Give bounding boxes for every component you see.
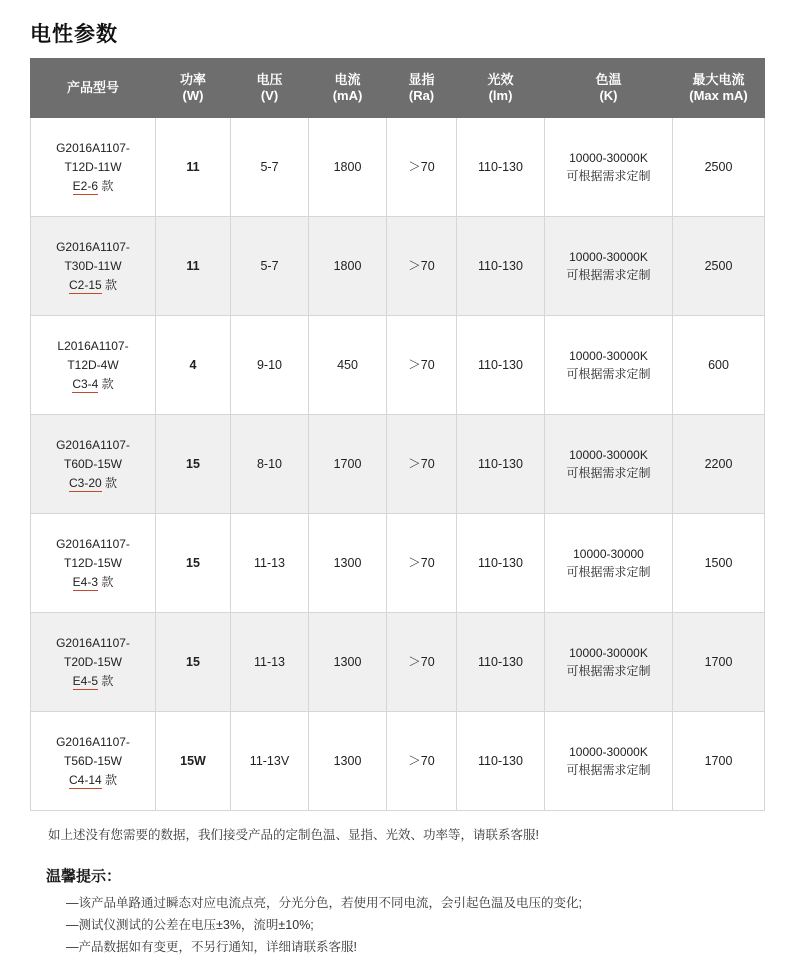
table-header [31,59,765,118]
model-line-1: L2016A1107- [57,338,129,353]
column-header-cct-label: 色温 [595,72,622,87]
cct-range: 10000-30000K [569,250,648,264]
model-line-2: T56D-15W [63,753,122,768]
model-code-tail: 款 [101,772,118,787]
cell-cct [545,613,673,712]
model-code-suffix: C3-20 [68,475,102,490]
column-header-cct [545,59,673,118]
model-code-suffix: E4-3 [72,574,98,589]
cct-range: 10000-30000K [569,745,648,759]
cct-range: 10000-30000K [569,646,648,660]
model-line-1: G2016A1107- [56,734,130,749]
cell-current: 1800 [309,217,387,316]
cell-power: 11 [156,118,231,217]
cell-model [31,217,156,316]
cell-model [31,118,156,217]
cct-custom-note: 可根据需求定制 [566,169,651,183]
cell-power: 11 [156,217,231,316]
column-header-voltage [231,59,309,118]
cell-voltage: 5-7 [231,118,309,217]
cct-range: 10000-30000K [569,349,648,363]
page-title: 电性参数 [30,23,118,46]
model-code-tail: 款 [98,376,114,391]
model-line-3 [34,474,152,493]
column-header-cri-label: 显指 [408,72,435,87]
cell-model [31,712,156,811]
cell-current: 1700 [309,415,387,514]
cell-max-current: 1500 [673,514,765,613]
column-header-efficacy [457,59,545,118]
cell-max-current: 600 [673,316,765,415]
model-line-1: G2016A1107- [56,536,130,551]
table-row [31,613,765,712]
cct-range: 10000-30000K [569,151,648,165]
cell-power: 15W [156,712,231,811]
cell-max-current: 2500 [673,118,765,217]
cell-cri: ＞70 [387,217,457,316]
cell-voltage: 11-13V [231,712,309,811]
model-code-suffix: E4-5 [72,673,98,688]
model-code-suffix: E2-6 [72,178,98,193]
column-header-current [309,59,387,118]
tips-item-2: —测试仪测试的公差在电压±3%，流明±10%; [66,918,314,932]
cell-model [31,316,156,415]
model-line-2: T20D-15W [63,654,122,669]
cell-efficacy: 110-130 [457,415,545,514]
model-code-tail: 款 [98,574,114,589]
electrical-parameters-table [30,58,765,811]
model-code-suffix: C3-4 [72,376,99,391]
cell-cct [545,415,673,514]
cell-efficacy: 110-130 [457,712,545,811]
cell-max-current: 2200 [673,415,765,514]
cell-cri: ＞70 [387,316,457,415]
cell-efficacy: 110-130 [457,118,545,217]
cell-model [31,613,156,712]
cell-efficacy: 110-130 [457,217,545,316]
cell-max-current: 2500 [673,217,765,316]
cell-cri: ＞70 [387,613,457,712]
cct-range: 10000-30000K [569,448,648,462]
cell-voltage: 11-13 [231,514,309,613]
cell-current: 1800 [309,118,387,217]
cell-power: 15 [156,415,231,514]
cell-cri: ＞70 [387,415,457,514]
column-header-model-label: 产品型号 [66,80,119,95]
cell-model [31,514,156,613]
cct-custom-note: 可根据需求定制 [566,367,651,381]
cct-custom-note: 可根据需求定制 [566,466,651,480]
column-header-cct-unit: (K) [599,88,618,103]
model-line-1: G2016A1107- [56,239,130,254]
cell-power: 4 [156,316,231,415]
table-row [31,415,765,514]
cell-voltage: 9-10 [231,316,309,415]
model-line-2: T12D-4W [67,357,119,372]
cell-current: 1300 [309,712,387,811]
table-row [31,118,765,217]
cell-power: 15 [156,613,231,712]
model-line-2: T30D-11W [64,258,122,273]
column-header-power [156,59,231,118]
cell-cri: ＞70 [387,712,457,811]
model-code-tail: 款 [101,277,118,292]
table-row [31,514,765,613]
cell-cri: ＞70 [387,118,457,217]
cell-cct [545,712,673,811]
tips-title: 温馨提示： [46,868,122,885]
column-header-max-current-label: 最大电流 [692,72,745,87]
model-code-tail: 款 [98,673,114,688]
column-header-cri [387,59,457,118]
cell-current: 1300 [309,514,387,613]
cell-voltage: 8-10 [231,415,309,514]
column-header-voltage-unit: (V) [260,88,279,103]
model-line-2: T12D-11W [64,159,122,174]
cell-voltage: 11-13 [231,613,309,712]
model-code-tail: 款 [101,475,118,490]
cct-custom-note: 可根据需求定制 [566,565,651,579]
cell-cri: ＞70 [387,514,457,613]
column-header-power-label: 功率 [179,72,206,87]
model-line-3 [34,177,152,196]
cell-efficacy: 110-130 [457,514,545,613]
column-header-current-unit: (mA) [332,88,363,103]
cct-custom-note: 可根据需求定制 [566,664,651,678]
model-line-3 [34,276,152,295]
model-line-3 [34,771,152,790]
model-line-2: T12D-15W [63,555,122,570]
tips-item-3: —产品数据如有变更，不另行通知，详细请联系客服! [66,940,357,954]
cell-voltage: 5-7 [231,217,309,316]
column-header-current-label: 电流 [334,72,361,87]
model-line-3 [34,672,152,691]
table-body [31,118,765,811]
table-row [31,316,765,415]
cell-efficacy: 110-130 [457,613,545,712]
table-row [31,217,765,316]
column-header-max-current [673,59,765,118]
column-header-efficacy-unit: (lm) [488,88,513,103]
model-code-suffix: C2-15 [68,277,102,292]
model-line-3 [34,573,152,592]
cct-custom-note: 可根据需求定制 [566,268,651,282]
cell-max-current: 1700 [673,712,765,811]
table-row [31,712,765,811]
cell-power: 15 [156,514,231,613]
cell-model [31,415,156,514]
tips-item-1: —该产品单路通过瞬态对应电流点亮，分光分色，若使用不同电流，会引起色温及电压的变化; [66,896,582,910]
cell-cct [545,118,673,217]
model-line-2: T60D-15W [63,456,122,471]
cell-cct [545,217,673,316]
column-header-power-unit: (W) [182,88,204,103]
table-header-row [31,59,765,118]
cct-custom-note: 可根据需求定制 [566,763,651,777]
column-header-max-current-unit: (Max mA) [689,88,748,103]
cell-max-current: 1700 [673,613,765,712]
cell-efficacy: 110-130 [457,316,545,415]
cell-cct [545,316,673,415]
cct-range: 10000-30000 [573,547,644,561]
cell-cct [545,514,673,613]
model-line-1: G2016A1107- [56,437,130,452]
column-header-cri-unit: (Ra) [408,88,435,103]
cell-current: 1300 [309,613,387,712]
model-line-3 [34,375,152,394]
model-code-tail: 款 [98,178,114,193]
model-line-1: G2016A1107- [56,635,130,650]
model-code-suffix: C4-14 [68,772,102,787]
column-header-voltage-label: 电压 [256,72,283,87]
custom-order-note: 如上述没有您需要的数据，我们接受产品的定制色温、显指、光效、功率等，请联系客服! [48,828,539,842]
column-header-efficacy-label: 光效 [487,72,514,87]
column-header-model [31,59,156,118]
cell-current: 450 [309,316,387,415]
model-line-1: G2016A1107- [56,140,130,155]
